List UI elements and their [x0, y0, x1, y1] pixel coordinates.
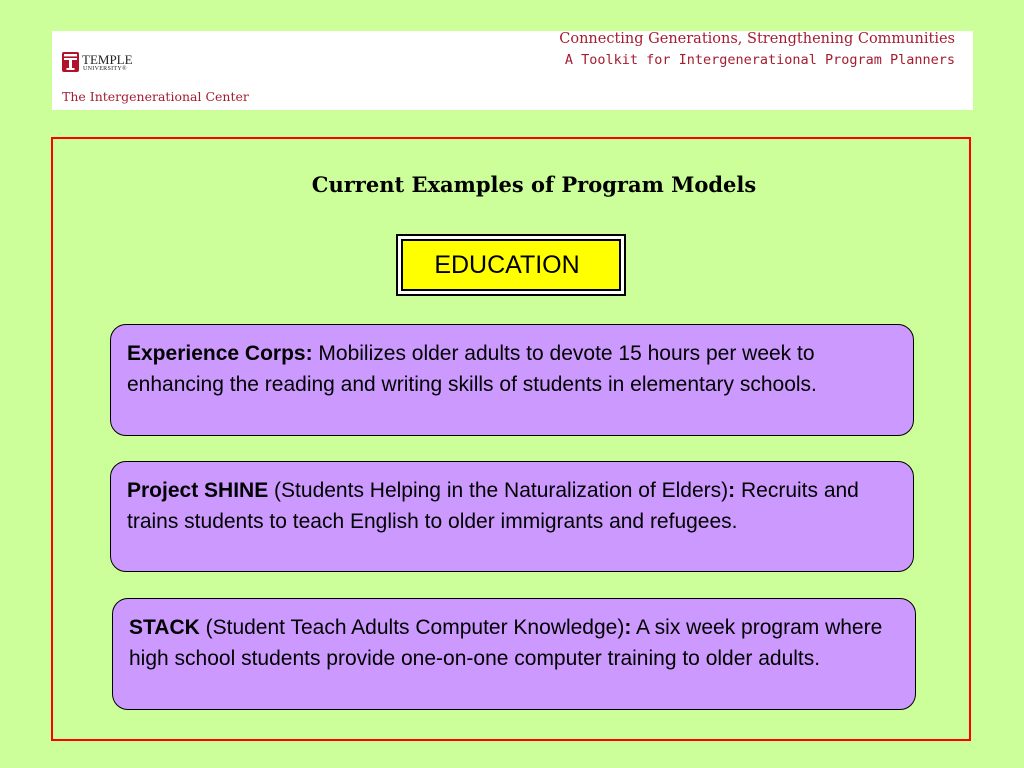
- center-name: The Intergenerational Center: [62, 89, 249, 104]
- program-description: Mobilizes older adults to devote 15 hours per week to enhancing the reading and writing skills of students in elementary schools.: [127, 342, 817, 396]
- program-description: Recruits and trains students to teach English to older immigrants and refugees.: [127, 479, 859, 533]
- program-colon: :: [728, 479, 736, 502]
- page-heading-text: Current Examples of Program Models: [311, 172, 757, 197]
- program-card-experience-corps: [110, 324, 914, 436]
- program-title: Experience Corps:: [127, 342, 313, 365]
- logo-subtitle: UNIVERSITY®: [83, 66, 127, 72]
- category-label: EDUCATION: [434, 251, 580, 279]
- program-card-project-shine: [110, 461, 914, 572]
- logo-name: TEMPLE: [82, 52, 133, 67]
- program-card-stack: [112, 598, 916, 710]
- program-description: A six week program where high school students provide one-on-one computer training to older adults.: [129, 616, 883, 670]
- program-expansion: (Students Helping in the Naturalization of Elders): [268, 479, 729, 502]
- page-heading: [0, 172, 1024, 197]
- program-colon: :: [624, 616, 632, 639]
- toolkit-subtitle: A Toolkit for Intergenerational Program Planners: [564, 52, 955, 68]
- toolkit-title: Connecting Generations, Strengthening Communities: [559, 31, 955, 47]
- category-label-box: [396, 234, 626, 296]
- program-title: STACK: [129, 616, 200, 639]
- program-title: Project SHINE: [127, 479, 269, 502]
- program-expansion: (Student Teach Adults Computer Knowledge): [199, 616, 625, 639]
- header-banner: [52, 31, 973, 110]
- temple-t-icon: [62, 52, 79, 72]
- temple-logo: [62, 52, 152, 76]
- category-label-inner: [401, 239, 621, 291]
